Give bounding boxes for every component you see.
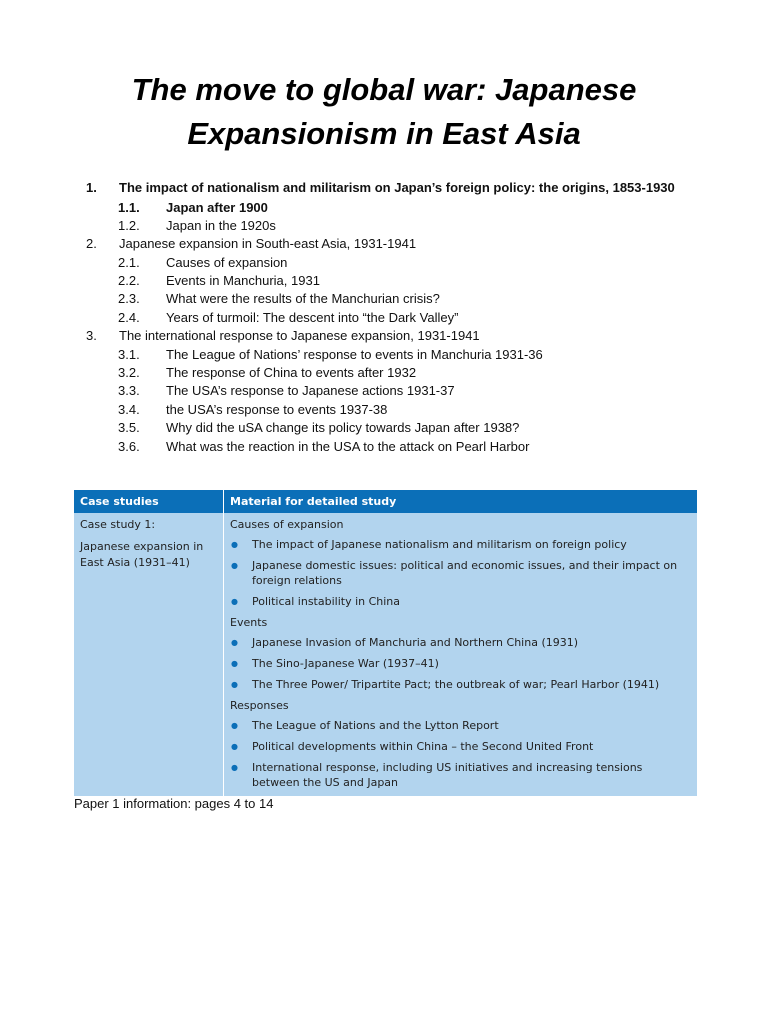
outline-number: 3.2. [118, 365, 140, 381]
outline-text: What was the reaction in the USA to the attack on Pearl Harbor [166, 438, 530, 454]
outline-item [86, 272, 706, 290]
outline-text: The USA’s response to Japanese actions 1931-37 [166, 383, 455, 399]
outline-text: The international response to Japanese expansion, 1931-1941 [119, 328, 480, 344]
bullet-list [230, 537, 691, 609]
footer-note: Paper 1 information: pages 4 to 14 [74, 796, 274, 811]
bullet-list [230, 635, 691, 692]
outline-number: 3.5. [118, 420, 140, 436]
outline-number: 3.1. [118, 346, 140, 362]
section-heading: Events [230, 616, 268, 629]
list-item: ● The impact of Japanese nationalism and militarism on foreign policy [230, 537, 691, 552]
outline-text: Years of turmoil: The descent into “the Dark Valley” [166, 309, 459, 325]
list-item: ● International response, including US initiatives and increasing tensions between the US and Japan [230, 760, 691, 790]
outline-text: The impact of nationalism and militarism on Japan’s foreign policy: the origins, 1853-1930 [119, 180, 675, 195]
case-study-label: Case study 1: [80, 518, 156, 531]
outline-number: 1. [86, 180, 97, 195]
case-study-title: Japanese expansion in East Asia (1931–41) [80, 540, 204, 569]
list-item: ● The Sino-Japanese War (1937–41) [230, 656, 691, 671]
outline-text: the USA’s response to events 1937-38 [166, 401, 388, 417]
outline-item [86, 401, 706, 419]
outline-text: Why did the uSA change its policy towards Japan after 1938? [166, 420, 520, 436]
outline-number: 2. [86, 236, 97, 252]
page-title-line-1: The move to global war: Japanese [131, 72, 637, 107]
outline-number: 1.1. [118, 199, 140, 215]
outline-item [86, 217, 706, 235]
outline-number: 3.4. [118, 401, 140, 417]
header-case-studies: Case studies [74, 490, 224, 513]
outline-number: 3. [86, 328, 97, 344]
outline-item [86, 346, 706, 364]
outline-number: 3.3. [118, 383, 140, 399]
page-title [40, 68, 728, 156]
page-title-line-2: Expansionism in East Asia [187, 116, 581, 151]
outline-number: 2.3. [118, 291, 140, 307]
outline-item [86, 254, 706, 272]
outline-number: 2.1. [118, 254, 140, 270]
header-material: Material for detailed study [224, 490, 698, 513]
outline-item [86, 309, 706, 327]
section-heading: Responses [230, 699, 289, 712]
topic-outline [86, 180, 706, 456]
outline-text: Japanese expansion in South-east Asia, 1931-1941 [119, 236, 417, 252]
outline-item [86, 364, 706, 382]
outline-text: Events in Manchuria, 1931 [166, 273, 320, 289]
outline-text: The response of China to events after 1932 [166, 365, 417, 381]
outline-text: Causes of expansion [166, 254, 288, 270]
outline-number: 3.6. [118, 438, 140, 454]
outline-item [86, 235, 706, 253]
outline-text: Japan in the 1920s [166, 217, 276, 233]
outline-text: Japan after 1900 [166, 199, 268, 215]
list-item: ● Japanese Invasion of Manchuria and Northern China (1931) [230, 635, 691, 650]
list-item: ● Political instability in China [230, 594, 691, 609]
outline-item [86, 199, 706, 217]
case-study-cell [74, 513, 224, 796]
table-row [74, 513, 698, 796]
outline-item [86, 327, 706, 345]
material-cell [224, 513, 698, 796]
outline-text: The League of Nations’ response to events in Manchuria 1931-36 [166, 346, 543, 362]
outline-number: 2.4. [118, 309, 140, 325]
outline-number: 1.2. [118, 217, 140, 233]
section-heading: Causes of expansion [230, 518, 344, 531]
list-item: ● The League of Nations and the Lytton Report [230, 718, 691, 733]
list-item: ● Japanese domestic issues: political and economic issues, and their impact on foreign relations [230, 558, 691, 588]
case-study-table [74, 490, 698, 796]
outline-item [86, 290, 706, 308]
outline-item [86, 419, 706, 437]
outline-number: 2.2. [118, 273, 140, 289]
outline-item [86, 438, 706, 456]
table-header-row [74, 490, 698, 513]
bullet-list [230, 718, 691, 790]
outline-item [86, 180, 706, 197]
list-item: ● Political developments within China – the Second United Front [230, 739, 691, 754]
outline-text: What were the results of the Manchurian crisis? [166, 291, 440, 307]
outline-item [86, 382, 706, 400]
list-item: ● The Three Power/ Tripartite Pact; the outbreak of war; Pearl Harbor (1941) [230, 677, 691, 692]
